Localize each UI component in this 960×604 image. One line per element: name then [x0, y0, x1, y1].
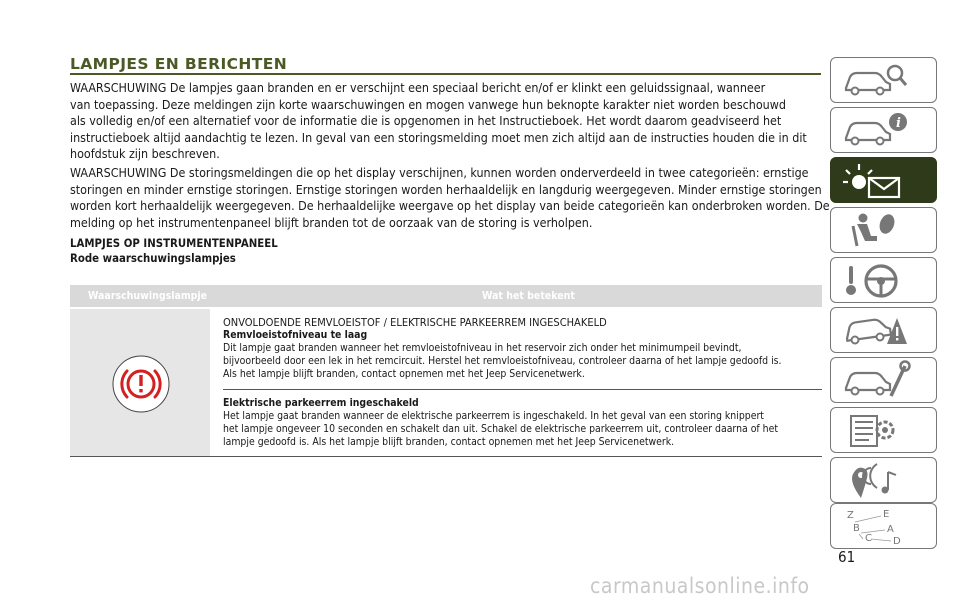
description-brake-fluid	[223, 316, 823, 381]
tab-safety[interactable]	[830, 207, 937, 253]
section-heading: LAMPJES OP INSTRUMENTENPANEEL	[70, 236, 278, 250]
car-search-icon	[841, 60, 911, 100]
steering-wheel-icon	[841, 260, 911, 300]
warning-paragraph-1	[70, 80, 825, 163]
index-letter: E	[883, 509, 890, 520]
index-letter: A	[887, 524, 894, 535]
text-line: worden kort herhaaldelijk weergegeven. De herhaaldelijke weergave op het display van beide categorieën kan onderbroken worden. De	[70, 198, 830, 213]
title-rule	[70, 73, 821, 75]
tab-index[interactable]	[830, 503, 937, 549]
car-emergency-icon	[841, 310, 911, 350]
tab-vehicle-info[interactable]	[830, 107, 937, 153]
seat-airbag-icon	[841, 210, 911, 250]
description-line: Het lampje gaat branden wanneer de elektrische parkeerrem is ingeschakeld. In het geval van een storing knippert	[223, 410, 764, 422]
tab-vehicle-overview[interactable]	[830, 57, 937, 103]
row-divider	[223, 389, 822, 390]
tab-warning-lights[interactable]	[830, 157, 937, 203]
text-line: instructieboek altijd aandachtig te lezen. In geval van een storingsmelding moet men zich altijd aan de instructies houden die in dit	[70, 129, 807, 145]
column-header-meaning: Wat het betekent	[482, 290, 575, 302]
page-number: 61	[838, 548, 856, 566]
technical-data-icon	[841, 410, 911, 450]
description-line: Als het lampje blijft branden, contact opnemen met het Jeep Servicenetwerk.	[223, 368, 585, 380]
index-letter: B	[853, 523, 860, 534]
description-title: ONVOLDOENDE REMVLOEISTOF / ELEKTRISCHE PARKEERREM INGESCHAKELD	[223, 316, 607, 329]
svg-text:i: i	[896, 116, 901, 131]
page-title: LAMPJES EN BERICHTEN	[70, 55, 288, 73]
subsection-heading: Rode waarschuwingslampjes	[70, 251, 236, 265]
text-line: hoofdstuk zijn beschreven.	[70, 146, 220, 161]
warning-light-message-icon	[841, 160, 911, 200]
index-icon	[841, 506, 911, 546]
text-line: WAARSCHUWING De storingsmeldingen die op het display verschijnen, kunnen worden onderverdeeld in twee categorieën: ernstige	[70, 165, 809, 180]
description-line: bijvoorbeeld door een lek in het remcircuit. Herstel het remvloeistofniveau, controleer daarna of het lampje gedoofd is.	[223, 355, 782, 367]
index-letter: D	[893, 536, 901, 546]
description-subtitle: Elektrische parkeerrem ingeschakeld	[223, 397, 419, 409]
column-header-warning-light: Waarschuwingslampje	[88, 290, 208, 302]
tab-servicing[interactable]	[830, 357, 937, 403]
text-line: WAARSCHUWING De lampjes gaan branden en er verschijnt een speciaal bericht en/of er klinkt een geluidssignaal, wanneer	[70, 80, 766, 95]
table-header	[70, 285, 822, 307]
description-line: Dit lampje gaat branden wanneer het remvloeistofniveau in het reservoir zich onder het minimumpeil bevindt,	[223, 342, 742, 354]
tab-multimedia[interactable]	[830, 457, 937, 503]
brake-warning-icon	[111, 354, 171, 414]
text-line: van toepassing. Deze meldingen zijn korte waarschuwingen en mogen vanwege hun beknopte karakter niet worden beschouwd	[70, 96, 786, 112]
car-info-icon	[841, 110, 911, 150]
car-service-icon	[841, 360, 911, 400]
watermark: carmanualsonline.info	[590, 574, 810, 598]
description-subtitle: Remvloeistofniveau te laag	[223, 329, 368, 341]
warning-paragraph-2	[70, 165, 830, 231]
description-line: lampje gedoofd is. Als het lampje blijft branden, contact opnemen met het Jeep Servicenetwerk.	[223, 436, 675, 448]
tab-emergency[interactable]	[830, 307, 937, 353]
index-letter: C	[865, 533, 872, 544]
description-parking-brake	[223, 397, 823, 449]
index-letter: Z	[847, 510, 854, 521]
description-line: het lampje ongeveer 10 seconden en schakelt dan uit. Schakel de elektrische parkeerrem uit, controleer daarna of het	[223, 423, 779, 435]
tab-technical-data[interactable]	[830, 407, 937, 453]
table-bottom-rule	[70, 456, 822, 457]
text-line: als volledig en/of een alternatief voor de informatie die is opgenomen in het Instructieboek. Het wordt daarom geadviseerd het	[70, 113, 782, 128]
text-line: melding op het instrumentenpaneel blijft branden tot de oorzaak van de storing is verholpen.	[70, 214, 593, 230]
text-line: storingen en minder ernstige storingen. Ernstige storingen worden herhaaldelijk en langdurig weergegeven. Minder ernstige storingen	[70, 181, 822, 197]
warning-light-cell	[70, 309, 210, 456]
tab-starting-driving[interactable]	[830, 257, 937, 303]
multimedia-icon	[841, 460, 911, 500]
